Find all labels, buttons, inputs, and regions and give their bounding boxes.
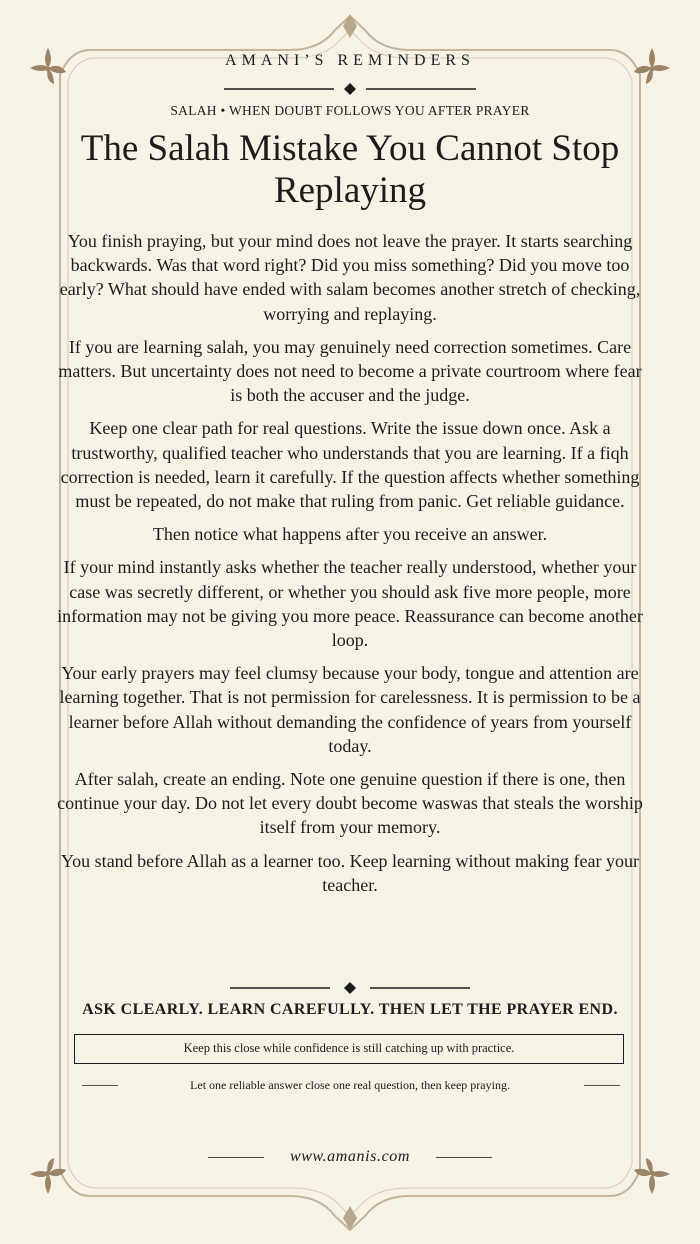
diamond-icon bbox=[344, 982, 356, 994]
diamond-icon bbox=[344, 83, 356, 95]
paragraph-2: If you are learning salah, you may genuinely need correction sometimes. Care matters. But uncertainty does not need to become a private courtroom where fear is both the accuser and the judge. bbox=[58, 336, 642, 406]
page-title: The Salah Mistake You Cannot Stop Replaying bbox=[80, 128, 620, 211]
paragraph-8: You stand before Allah as a learner too. Keep learning without making fear your teacher. bbox=[60, 850, 639, 895]
eyebrow-subtitle: SALAH • WHEN DOUBT FOLLOWS YOU AFTER PRAYER bbox=[170, 103, 530, 118]
paragraph-3: Keep one clear path for real questions. Write the issue down once. Ask a trustworthy, qualified teacher who understands that you are learning. If a fiqh correction is needed, learn it carefully. If the question affects whether something must be repeated, do not make that ruling from panic. Get reliable guidance. bbox=[60, 418, 640, 512]
paragraph-6: Your early prayers may feel clumsy because your body, tongue and attention are learning together. That is not permission for carelessness. It is permission to be a learner before Allah without demanding the confidence of years from yourself today. bbox=[59, 663, 641, 756]
section-divider bbox=[0, 980, 700, 996]
paragraph-7: After salah, create an ending. Note one genuine question if there is one, then continue your day. Do not let every doubt become waswas that steals the worship itself from your memory. bbox=[57, 769, 643, 838]
article-body bbox=[52, 229, 648, 906]
tagline: ASK CLEARLY. LEARN CAREFULLY. THEN LET THE PRAYER END. bbox=[82, 1001, 618, 1018]
paragraph-4: Then notice what happens after you receive an answer. bbox=[152, 524, 548, 545]
website-link[interactable]: www.amanis.com bbox=[289, 1148, 411, 1165]
closing-note-text: Let one reliable answer close one real question, then keep praying. bbox=[190, 1078, 510, 1092]
note-box: Keep this close while confidence is still catching up with practice. bbox=[74, 1034, 624, 1064]
paragraph-5: If your mind instantly asks whether the teacher really understood, whether your case was secretly different, or whether you should ask five more people, more information may not be giving you more peace. Reassurance can become another loop. bbox=[57, 557, 643, 651]
right-rule bbox=[436, 1157, 492, 1158]
website-footer bbox=[0, 1146, 700, 1170]
left-rule bbox=[82, 1085, 118, 1086]
closing-note bbox=[0, 1076, 700, 1096]
paragraph-1: You finish praying, but your mind does not leave the prayer. It starts searching backwards. Was that word right? Did you miss something? Did you move too early? What should have ended with salam becomes another stretch of checking, worrying and replaying. bbox=[59, 231, 641, 324]
brand-name: AMANI’S REMINDERS bbox=[225, 52, 475, 69]
brand-divider bbox=[0, 82, 700, 96]
right-rule bbox=[584, 1085, 620, 1086]
